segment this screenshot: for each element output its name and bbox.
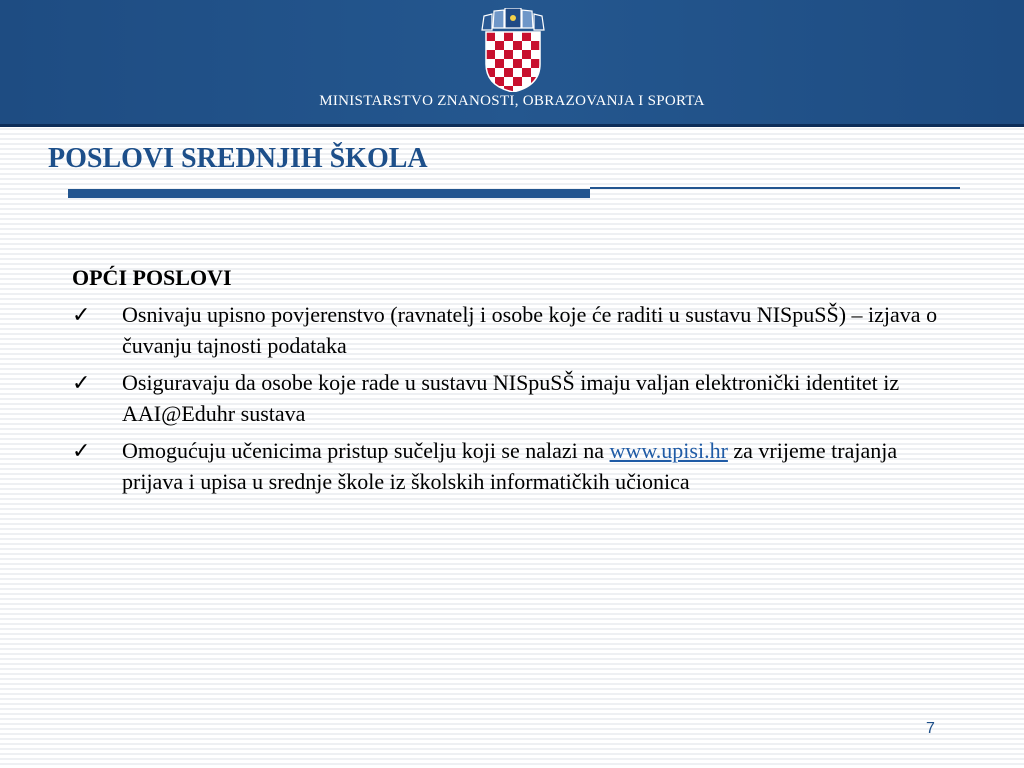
list-item (72, 435, 952, 497)
checkmark-icon: ✓ (72, 370, 91, 395)
checkmark-icon: ✓ (72, 438, 91, 463)
upisi-link[interactable]: www.upisi.hr (609, 438, 728, 463)
header-divider (0, 124, 1024, 127)
list-item (72, 299, 952, 361)
checkmark-icon: ✓ (72, 302, 91, 327)
section-heading: OPĆI POSLOVI (72, 265, 232, 290)
title-underline-thin (590, 187, 960, 189)
bullet-text-before-link: Omogućuju učenicima pristup sučelju koji se nalazi na (122, 438, 605, 463)
bullet-text: Osiguravaju da osobe koje rade u sustavu NISpuSŠ imaju valjan elektronički identitet iz AAI@Eduhr sustava (122, 370, 900, 426)
header-banner (0, 0, 1024, 124)
ministry-name: MINISTARSTVO ZNANOSTI, OBRAZOVANJA I SPORTA (319, 93, 705, 109)
croatian-coat-of-arms-icon (478, 8, 548, 92)
title-underline-thick (68, 189, 590, 198)
slide-content (72, 262, 952, 503)
slide-title: POSLOVI SREDNJIH ŠKOLA (48, 143, 428, 174)
bullet-text-after-link: za vrijeme trajanja prijava i upisa u srednje škole iz školskih informatičkih učionica (122, 438, 898, 494)
bullet-text: Osnivaju upisno povjerenstvo (ravnatelj i osobe koje će raditi u sustavu NISpuSŠ) – izjava o čuvanju tajnosti podataka (122, 302, 938, 358)
page-number: 7 (926, 720, 935, 737)
list-item (72, 367, 952, 429)
